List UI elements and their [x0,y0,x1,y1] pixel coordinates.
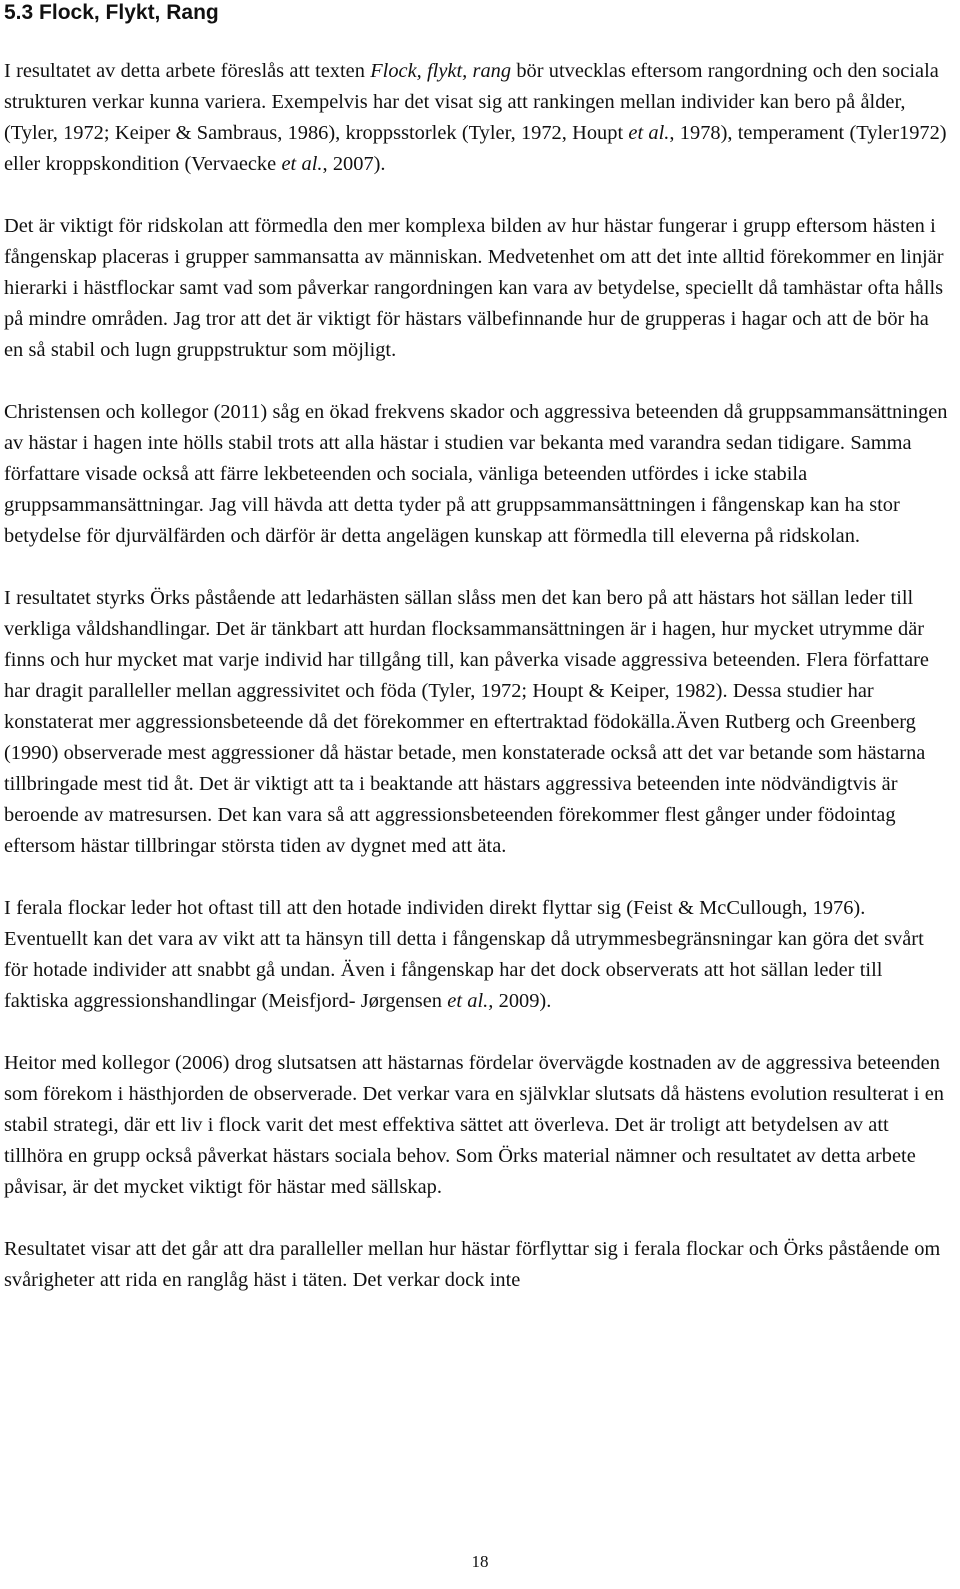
paragraph-7: Resultatet visar att det går att dra paralleller mellan hur hästar förflyttar sig i ferala flockar och Örks påstående om svårigheter att rida en ranglåg häst i täten. Det verkar dock inte [4,1238,941,1291]
p5-text-a: I ferala flockar leder hot oftast till att den hotade individen direkt flyttar sig (Feist & McCullough, 1976). Eventuellt kan det vara av vikt att ta hänsyn till detta i fångenskap då utrymmesbegränsningar kan göra det svårt för hotade individer att snabbt gå undan. Även i fångenskap har det dock observerats att hot sällan leder till faktiska aggressionshandlingar (Meisfjord- Jørgensen [4,897,924,1012]
paragraph-4: I resultatet styrks Örks påstående att ledarhästen sällan slåss men det kan bero på att hästars hot sällan leder till verkliga våldshandlingar. Det är tänkbart att hurdan flocksammansättningen är i hagen, hur mycket utrymme där finns och hur mycket mat varje individ har tillgång till, kan påverka visade aggressiva beteenden. Flera författare har dragit paralleller mellan aggressivitet och föda (Tyler, 1972; Houpt & Keiper, 1982). Dessa studier har konstaterat mer aggressionsbeteende då det förekommer en eftertraktad födokälla.Även Rutberg och Greenberg (1990) observerade mest aggressioner då hästar betade, men konstaterade också att det var betande som hästarna tillbringade mest tid åt. Det är viktigt att ta i beaktande att hästars aggressiva beteenden inte nödvändigtvis är beroende av matresursen. Det kan vara så att aggressionsbeteenden förekommer flest gånger under födointag eftersom hästar tillbringar största tiden av dygnet med att äta. [4,587,929,857]
section-heading: 5.3 Flock, Flykt, Rang [4,1,219,24]
p5-italic-etal: et al., [447,990,494,1012]
p1-text-g: , 2007). [322,153,386,175]
p1-text-e: , 1978), temperament (Tyler1972) eller kroppskondition (Vervaecke [4,122,947,175]
paragraph-5 [4,893,949,1017]
paragraph-1 [4,56,949,180]
p1-text-c: bör utvecklas eftersom rangordning och den sociala strukturen verkar kunna variera. Exempelvis har det visat sig att rankingen mellan individer kan bero på ålder, (Tyler, 1972; Keiper & Sambraus, 1986), kroppsstorlek (Tyler, 1972, Houpt [4,60,939,144]
page-number: 18 [471,1552,489,1571]
p1-text-a: I resultatet av detta arbete föreslås att texten [4,60,371,82]
body-text [4,56,949,1327]
p1-italic-title: Flock, flykt, rang [370,60,512,82]
p1-italic-etal-2: et al. [281,153,323,175]
paragraph-6: Heitor med kollegor (2006) drog slutsatsen att hästarnas fördelar övervägde kostnaden av de aggressiva beteenden som förekom i hästhjorden de observerade. Det verkar vara en självklar slutsats då hästens evolution resulterat i en stabil strategi, där ett liv i flock varit det mest effektiva sättet att överleva. Det är troligt att betydelsen av att tillhöra en grupp också påverkat hästars sociala behov. Som Örks material nämner och resultatet av detta arbete påvisar, är det mycket viktigt för hästar med sällskap. [4,1052,944,1198]
p1-italic-etal-1: et al. [628,122,670,144]
paragraph-3: Christensen och kollegor (2011) såg en ökad frekvens skador och aggressiva beteenden då gruppsammansättningen av hästar i hagen inte hölls stabil trots att alla hästar i studien var bekanta med varandra sedan tidigare. Samma författare visade också att färre lekbeteenden och sociala, vänliga beteenden utfördes i icke stabila gruppsammansättningar. Jag vill hävda att detta tyder på att gruppsammansättningen i fångenskap kan ha stor betydelse för djurvälfärden och därför är detta angelägen kunskap att förmedla till eleverna på ridskolan. [4,401,948,547]
paragraph-2: Det är viktigt för ridskolan att förmedla den mer komplexa bilden av hur hästar fungerar i grupp eftersom hästen i fångenskap placeras i grupper sammansatta av människan. Medvetenhet om att det inte alltid förekommer en linjär hierarki i hästflockar samt vad som påverkar rangordningen kan vara av betydelse, speciellt då tamhästar ofta hålls på mindre områden. Jag tror att det är viktigt för hästars välbefinnande hur de grupperas i hagar och att de bör ha en så stabil och lugn gruppstruktur som möjligt. [4,215,944,361]
p5-text-c: 2009). [493,990,552,1012]
